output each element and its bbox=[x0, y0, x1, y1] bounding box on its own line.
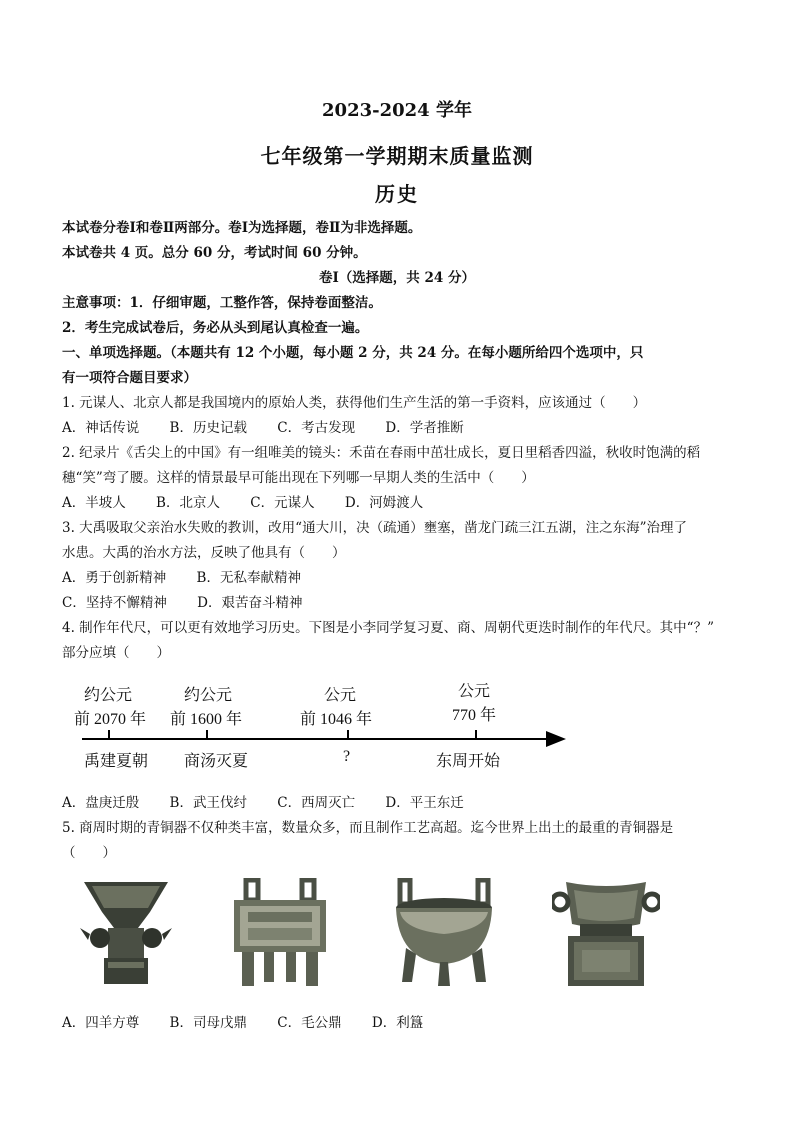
exam-year: 2023-2024 学年 bbox=[322, 100, 472, 121]
timeline-date-bottom-4: 770 年 bbox=[452, 707, 497, 724]
timeline-date-top-4: 公元 bbox=[458, 683, 491, 700]
timeline-arrow-icon bbox=[546, 731, 566, 747]
q3-option-a[interactable]: A．勇于创新精神 bbox=[62, 570, 167, 586]
q3-stem-line-1: 3. 大禹吸取父亲治水失败的教训，改用“通大川，决（疏通）壅塞，凿龙门疏三江五湖，注之东海”治理了 bbox=[62, 520, 687, 536]
q2-option-a[interactable]: A．半坡人 bbox=[62, 495, 126, 511]
q1-stem: 1. 元谋人、北京人都是我国境内的原始人类，获得他们生产生活的第一手资料，应该通过（ ） bbox=[62, 395, 647, 411]
exam-title: 七年级第一学期期末质量监测 bbox=[260, 144, 534, 168]
timeline-tick bbox=[206, 730, 208, 739]
q2-option-c[interactable]: C．元谋人 bbox=[250, 495, 315, 511]
timeline-tick bbox=[475, 730, 477, 739]
q3-option-d[interactable]: D．艰苦奋斗精神 bbox=[197, 595, 303, 611]
timeline-date-bottom-1: 前 2070 年 bbox=[74, 711, 147, 728]
exam-subject: 历史 bbox=[375, 182, 419, 206]
timeline-date-bottom-3: 前 1046 年 bbox=[300, 711, 373, 728]
q5-option-a[interactable]: A．四羊方尊 bbox=[62, 1015, 140, 1031]
intro-line-2: 本试卷共 4 页。总分 60 分，考试时间 60 分钟。 bbox=[62, 245, 367, 261]
timeline-event-1: 禹建夏朝 bbox=[84, 753, 149, 770]
q4-option-b[interactable]: B．武王伐纣 bbox=[169, 795, 247, 811]
q3-option-b[interactable]: B．无私奉献精神 bbox=[196, 570, 301, 586]
timeline-date-top-3: 公元 bbox=[324, 687, 357, 704]
q1-option-b[interactable]: B．历史记载 bbox=[169, 420, 247, 436]
part-heading-line-1: 一、单项选择题。（本题共有 12 个小题，每小题 2 分，共 24 分。在每小题所给四个选项中，只 bbox=[62, 345, 644, 361]
timeline-axis bbox=[82, 738, 548, 740]
simuwu-ding-image bbox=[228, 878, 332, 988]
li-gui-image bbox=[552, 878, 660, 990]
q4-stem-line-1: 4. 制作年代尺，可以更有效地学习历史。下图是小李同学复习夏、商、周朝代更迭时制作的年代尺。其中“？” bbox=[62, 620, 714, 636]
q1-options bbox=[62, 416, 742, 436]
chronology-timeline bbox=[62, 676, 582, 786]
four-ram-zun-image bbox=[78, 878, 174, 988]
q2-option-d[interactable]: D．河姆渡人 bbox=[344, 495, 424, 511]
q1-option-c[interactable]: C．考古发现 bbox=[277, 420, 356, 436]
timeline-event-2: 商汤灭夏 bbox=[184, 753, 249, 770]
part-heading-line-2: 有一项符合题目要求） bbox=[62, 370, 197, 386]
intro-line-1: 本试卷分卷Ⅰ和卷Ⅱ两部分。卷Ⅰ为选择题，卷Ⅱ为非选择题。 bbox=[62, 220, 422, 236]
q3-options-row-2 bbox=[62, 591, 742, 611]
q4-option-d[interactable]: D．平王东迁 bbox=[385, 795, 464, 811]
q4-stem-line-2: 部分应填（ ） bbox=[62, 645, 170, 661]
q2-stem-line-2: 穗“笑”弯了腰。这样的情景最早可能出现在下列哪一早期人类的生活中（ ） bbox=[62, 470, 535, 486]
timeline-tick bbox=[108, 730, 110, 739]
q3-stem-line-2: 水患。大禹的治水方法，反映了他具有（ ） bbox=[62, 545, 346, 561]
q4-options bbox=[62, 791, 742, 811]
q4-option-c[interactable]: C．西周灭亡 bbox=[277, 795, 356, 811]
q2-options bbox=[62, 491, 742, 511]
q1-option-a[interactable]: A．神话传说 bbox=[62, 420, 140, 436]
q3-option-c[interactable]: C．坚持不懈精神 bbox=[62, 595, 167, 611]
q5-option-d[interactable]: D．利簋 bbox=[371, 1015, 424, 1031]
maogong-ding-image bbox=[392, 878, 496, 988]
q5-stem-line-1: 5. 商周时期的青铜器不仅种类丰富，数量众多，而且制作工艺高超。迄今世界上出土的最重的青铜器是 bbox=[62, 820, 674, 836]
q5-option-c[interactable]: C．毛公鼎 bbox=[277, 1015, 342, 1031]
timeline-date-top-1: 约公元 bbox=[84, 687, 133, 704]
timeline-event-4: 东周开始 bbox=[436, 753, 501, 770]
timeline-tick bbox=[347, 730, 349, 739]
timeline-date-bottom-2: 前 1600 年 bbox=[170, 711, 243, 728]
q5-options bbox=[62, 1011, 742, 1031]
q1-option-d[interactable]: D．学者推断 bbox=[385, 420, 464, 436]
section-title: 卷Ⅰ（选择题，共 24 分） bbox=[318, 270, 475, 286]
notice-line-1: 主意事项：1．仔细审题，工整作答，保持卷面整洁。 bbox=[62, 295, 382, 311]
timeline-date-top-2: 约公元 bbox=[184, 687, 233, 704]
q5-stem-line-2: （ ） bbox=[62, 845, 116, 861]
q4-option-a[interactable]: A．盘庚迁殷 bbox=[62, 795, 140, 811]
q2-stem-line-1: 2. 纪录片《舌尖上的中国》有一组唯美的镜头：禾苗在春雨中茁壮成长，夏日里稻香四溢，秋收时饱满的稻 bbox=[62, 445, 701, 461]
q2-option-b[interactable]: B．北京人 bbox=[156, 495, 220, 511]
q3-options-row-1 bbox=[62, 566, 742, 586]
notice-line-2: 2．考生完成试卷后，务必从头到尾认真检查一遍。 bbox=[62, 320, 369, 336]
q5-option-b[interactable]: B．司母戊鼎 bbox=[169, 1015, 247, 1031]
timeline-event-unknown: ? bbox=[343, 748, 351, 765]
